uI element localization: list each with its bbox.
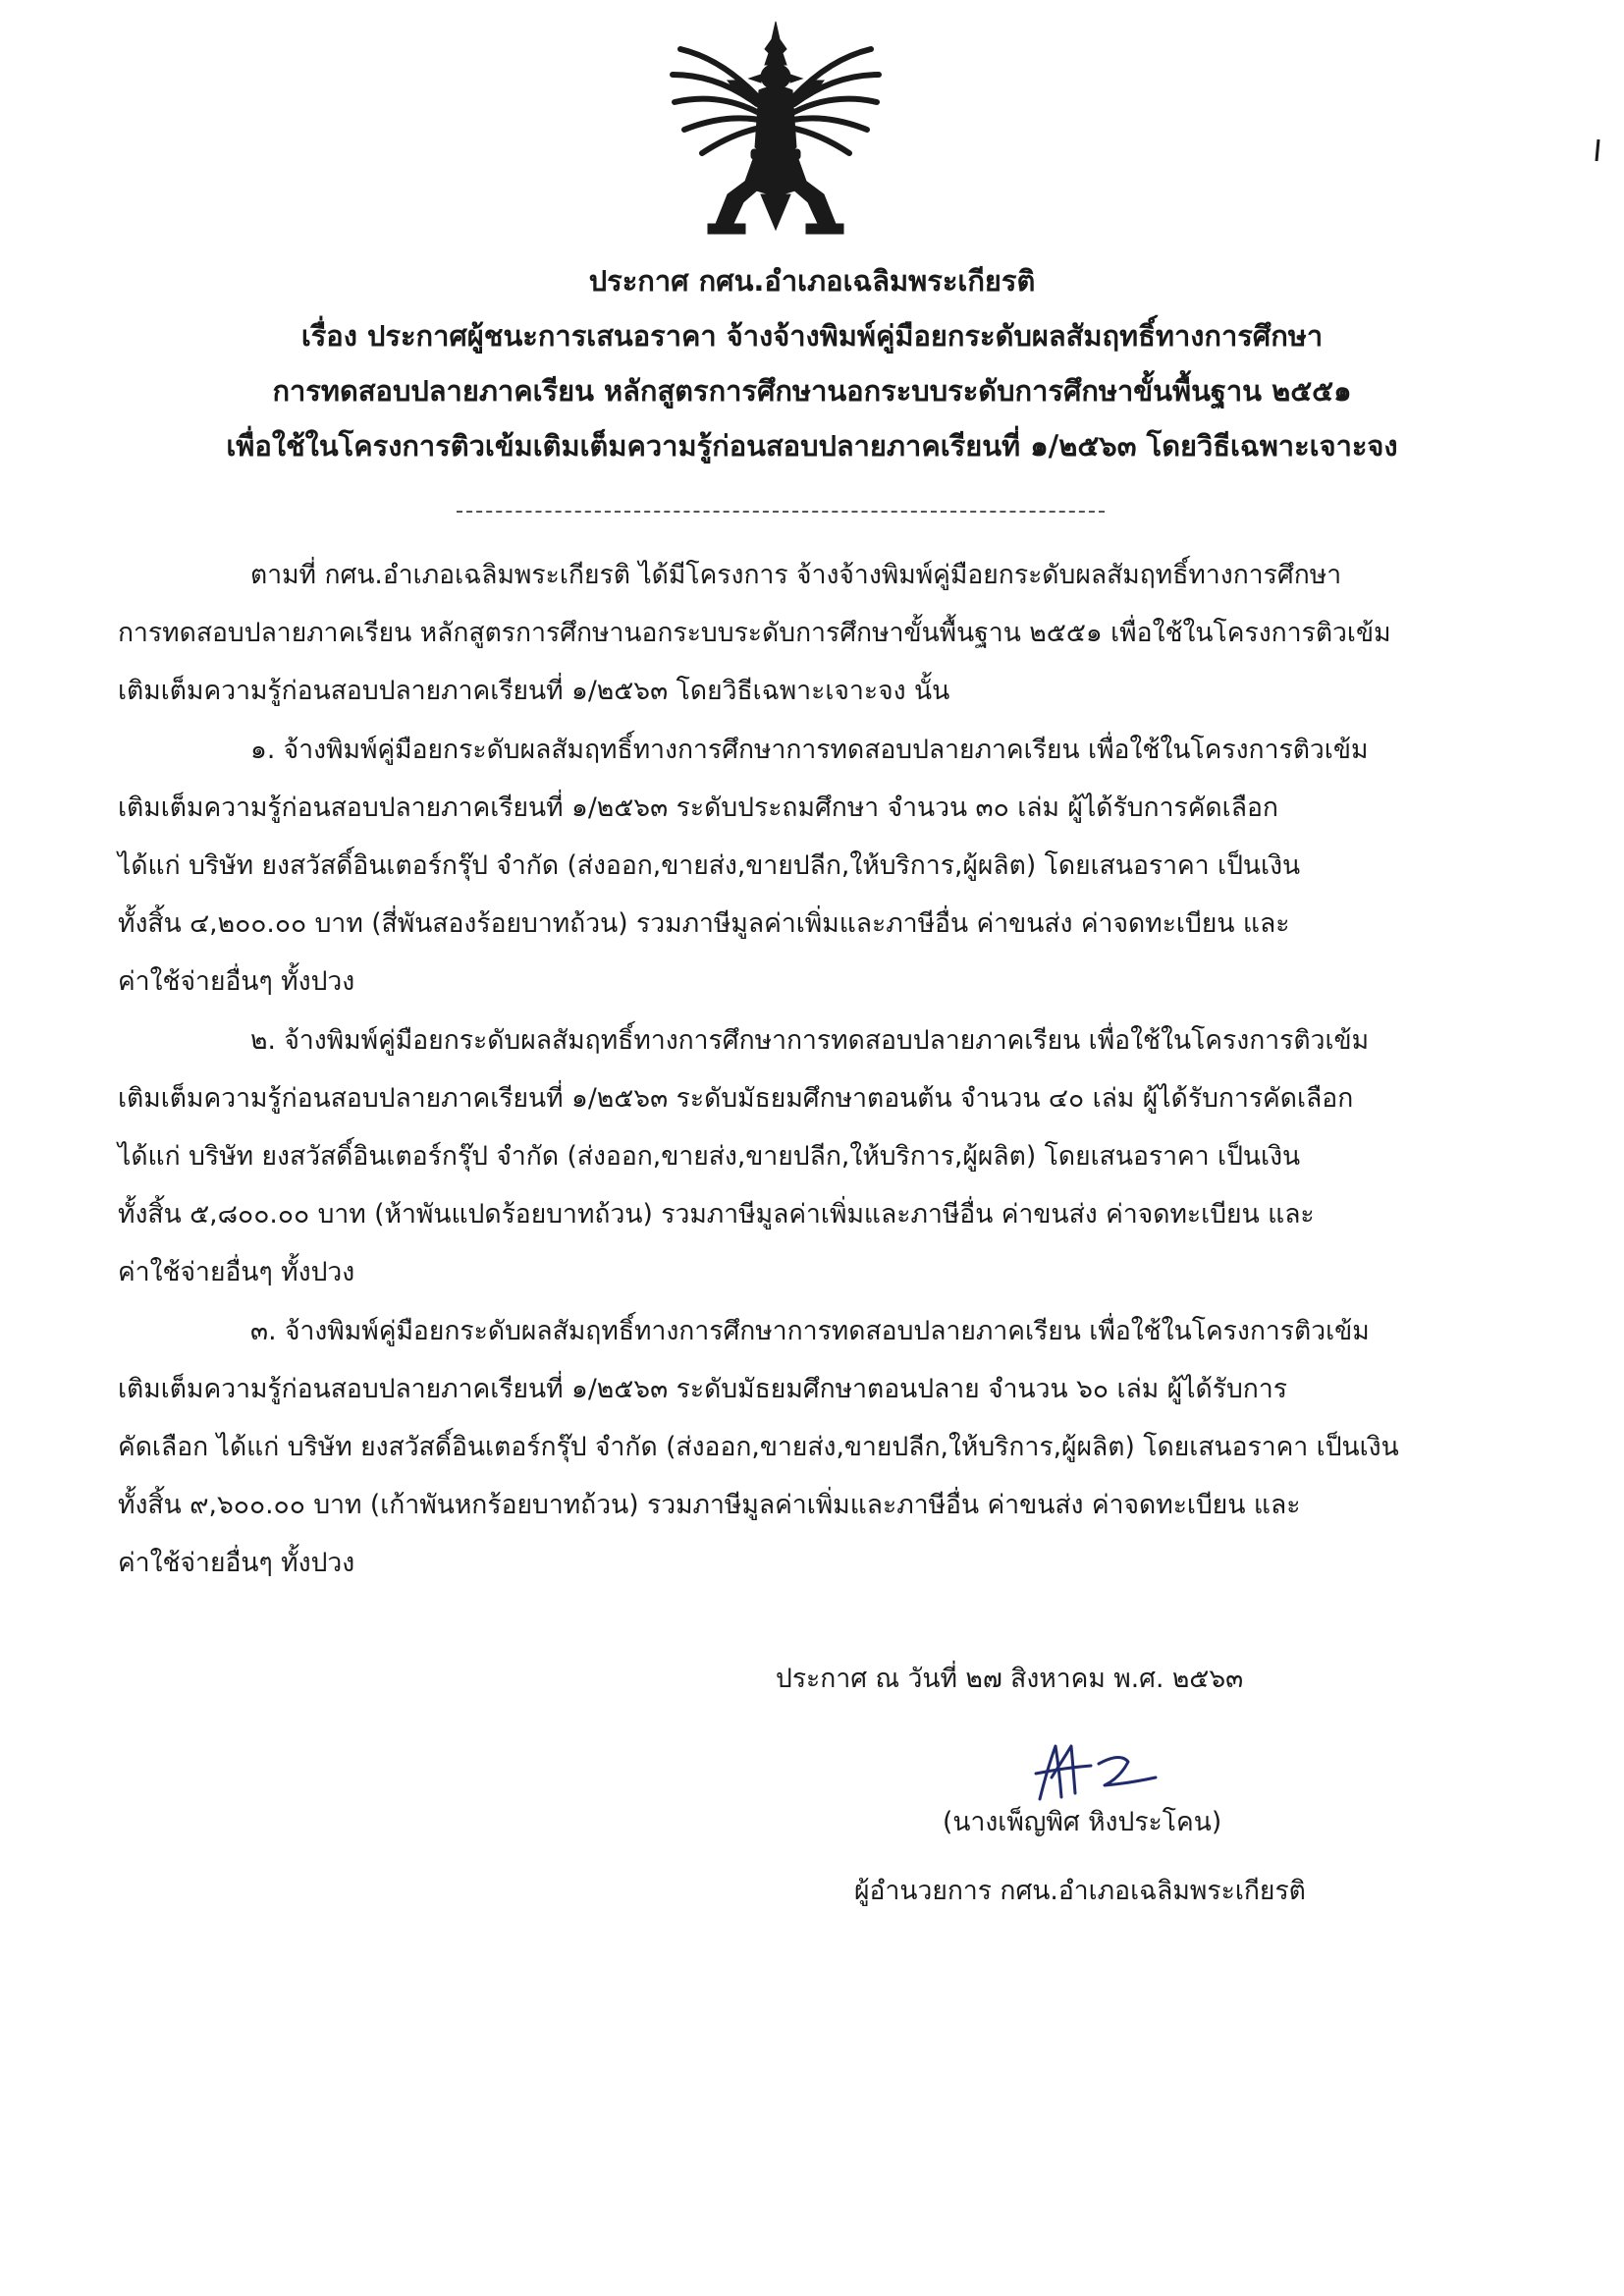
header-divider: [457, 511, 1105, 513]
award-item-1: [118, 721, 1368, 1011]
award-item-line: เติมเต็มความรู้ก่อนสอบปลายภาคเรียนที่ ๑/๒๕๖๓ ระดับมัธยมศึกษาตอนต้น จำนวน ๔๐ เล่ม ผู้ได้รับการคัดเลือก: [118, 1083, 1354, 1114]
announcement-title: ประกาศ กศน.อำเภอเฉลิมพระเกียรติ: [588, 264, 1036, 298]
award-item-2: [118, 1011, 1369, 1301]
intro-line: การทดสอบปลายภาคเรียน หลักสูตรการศึกษานอกระบบระดับการศึกษาขั้นพื้นฐาน ๒๕๕๑ เพื่อใช้ในโครงการติวเข้ม: [118, 618, 1391, 648]
announcement-subject-line-2: การทดสอบปลายภาคเรียน หลักสูตรการศึกษานอกระบบระดับการศึกษาขั้นพื้นฐาน ๒๕๕๑: [272, 374, 1352, 408]
award-item-line: ๑. จ้างพิมพ์คู่มือยกระดับผลสัมฤทธิ์ทางการศึกษาการทดสอบปลายภาคเรียน เพื่อใช้ในโครงการติวเข้ม: [250, 735, 1369, 765]
intro-line: ตามที่ กศน.อำเภอเฉลิมพระเกียรติ ได้มีโครงการ จ้างจ้างพิมพ์คู่มือยกระดับผลสัมฤทธิ์ทางการศึกษา: [250, 560, 1342, 590]
announcement-subject-line-3: เพื่อใช้ในโครงการติวเข้มเติมเต็มความรู้ก่อนสอบปลายภาคเรียนที่ ๑/๒๕๖๓ โดยวิธีเฉพาะเจาะจง: [226, 429, 1398, 463]
award-item-line: ค่าใช้จ่ายอื่นๆ ทั้งปวง: [118, 966, 355, 997]
award-item-line: ทั้งสิ้น ๕,๘๐๐.๐๐ บาท (ห้าพันแปดร้อยบาทถ้วน) รวมภาษีมูลค่าเพิ่มและภาษีอื่น ค่าขนส่ง ค่าจดทะเบียน และ: [118, 1199, 1315, 1230]
award-item-line: ค่าใช้จ่ายอื่นๆ ทั้งปวง: [118, 1548, 355, 1578]
announcement-date: ประกาศ ณ วันที่ ๒๗ สิงหาคม พ.ศ. ๒๕๖๓: [776, 1664, 1244, 1694]
signer-title: ผู้อำนวยการ กศน.อำเภอเฉลิมพระเกียรติ: [854, 1876, 1306, 1906]
award-item-line: ได้แก่ บริษัท ยงสวัสดิ์อินเตอร์กรุ๊ป จำกัด (ส่งออก,ขายส่ง,ขายปลีก,ให้บริการ,ผู้ผลิต) โดยเสนอราคา เป็นเงิน: [118, 850, 1301, 881]
announcement-subject-line-1: เรื่อง ประกาศผู้ชนะการเสนอราคา จ้างจ้างพิมพ์คู่มือยกระดับผลสัมฤทธิ์ทางการศึกษา: [300, 319, 1324, 353]
award-item-line: ๓. จ้างพิมพ์คู่มือยกระดับผลสัมฤทธิ์ทางการศึกษาการทดสอบปลายภาคเรียน เพื่อใช้ในโครงการติวเข้ม: [250, 1316, 1370, 1346]
award-item-line: ทั้งสิ้น ๔,๒๐๐.๐๐ บาท (สี่พันสองร้อยบาทถ้วน) รวมภาษีมูลค่าเพิ่มและภาษีอื่น ค่าขนส่ง ค่าจดทะเบียน และ: [118, 908, 1290, 939]
award-item-line: ค่าใช้จ่ายอื่นๆ ทั้งปวง: [118, 1257, 355, 1287]
award-item-line: คัดเลือก ได้แก่ บริษัท ยงสวัสดิ์อินเตอร์กรุ๊ป จำกัด (ส่งออก,ขายส่ง,ขายปลีก,ให้บริการ,ผู้ผลิต) โดยเสนอราคา เป็นเงิน: [118, 1432, 1399, 1462]
garuda-emblem-icon: [663, 20, 889, 238]
scan-edge-mark: [1593, 137, 1602, 163]
award-item-line: ทั้งสิ้น ๙,๖๐๐.๐๐ บาท (เก้าพันหกร้อยบาทถ้วน) รวมภาษีมูลค่าเพิ่มและภาษีอื่น ค่าขนส่ง ค่าจดทะเบียน และ: [118, 1490, 1301, 1520]
award-item-line: เติมเต็มความรู้ก่อนสอบปลายภาคเรียนที่ ๑/๒๕๖๓ ระดับประถมศึกษา จำนวน ๓๐ เล่ม ผู้ได้รับการคัดเลือก: [118, 793, 1278, 823]
award-item-line: ๒. จ้างพิมพ์คู่มือยกระดับผลสัมฤทธิ์ทางการศึกษาการทดสอบปลายภาคเรียน เพื่อใช้ในโครงการติวเข้ม: [250, 1025, 1370, 1056]
award-item-line: ได้แก่ บริษัท ยงสวัสดิ์อินเตอร์กรุ๊ป จำกัด (ส่งออก,ขายส่ง,ขายปลีก,ให้บริการ,ผู้ผลิต) โดยเสนอราคา เป็นเงิน: [118, 1141, 1301, 1172]
award-item-line: เติมเต็มความรู้ก่อนสอบปลายภาคเรียนที่ ๑/๒๕๖๓ ระดับมัธยมศึกษาตอนปลาย จำนวน ๖๐ เล่ม ผู้ได้รับการ: [118, 1374, 1287, 1404]
intro-paragraph: [118, 546, 1391, 720]
signer-name: (นางเพ็ญพิศ หิงประโคน): [943, 1807, 1222, 1837]
intro-line: เติมเต็มความรู้ก่อนสอบปลายภาคเรียนที่ ๑/๒๕๖๓ โดยวิธีเฉพาะเจาะจง นั้น: [118, 676, 950, 706]
award-item-3: [118, 1302, 1399, 1592]
